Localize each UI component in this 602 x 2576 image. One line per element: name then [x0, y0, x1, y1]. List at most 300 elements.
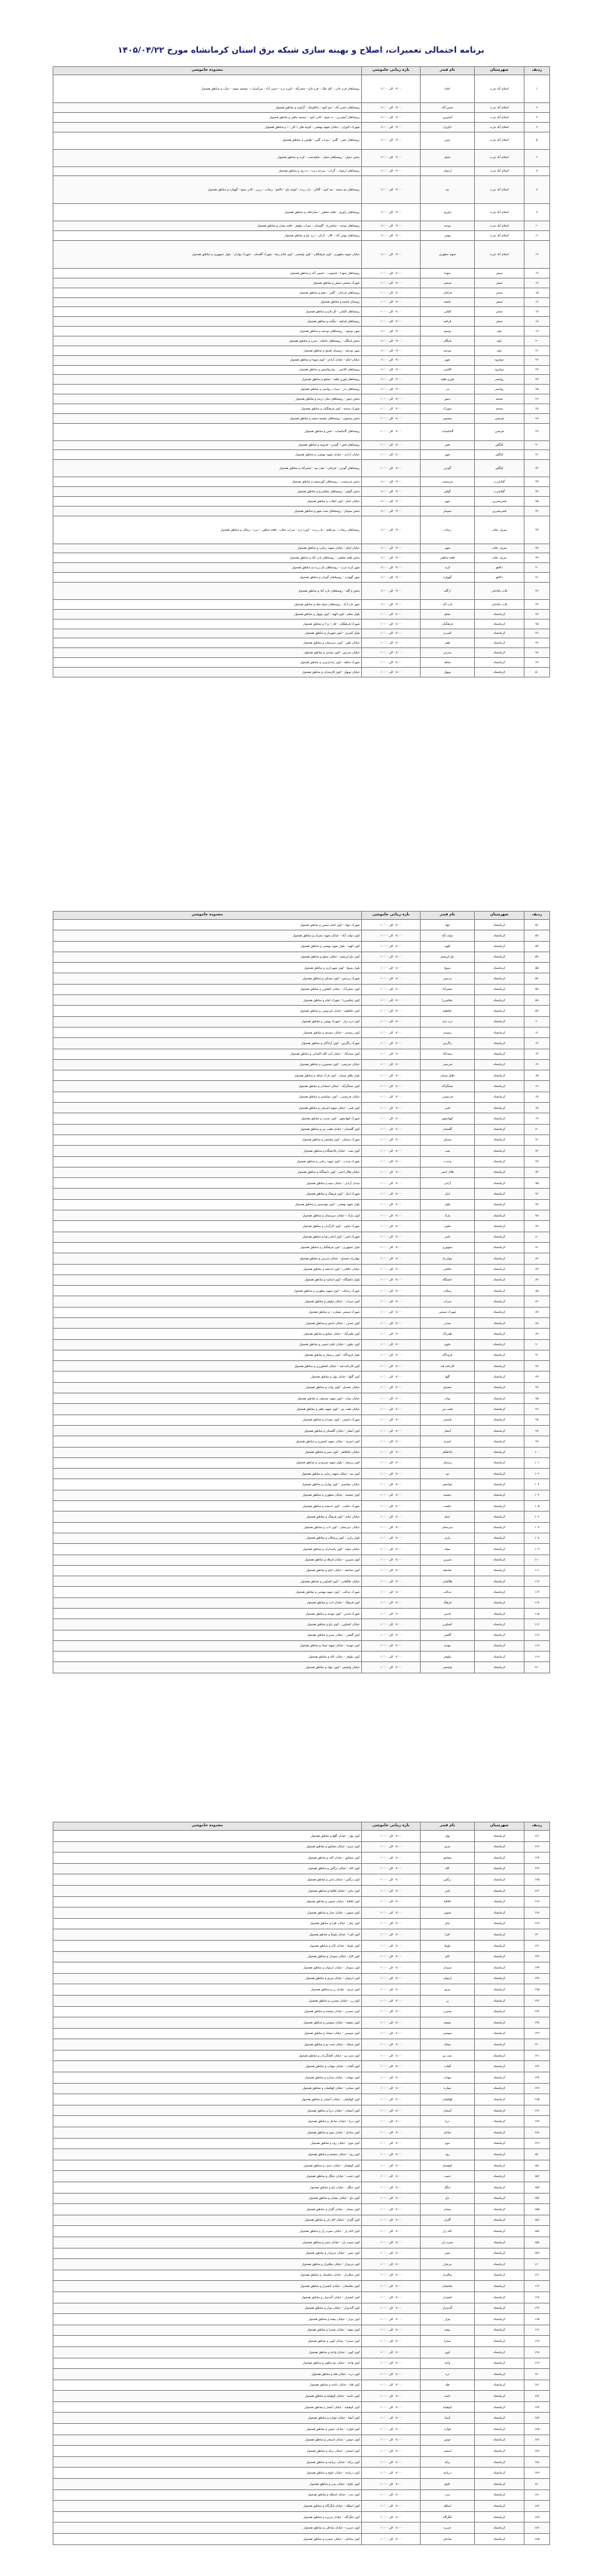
table-row [53, 2127, 550, 2139]
city-cell: کرمانشاه [475, 952, 524, 962]
time-cell: ۰۸:۰۰ الی ۱۰:۰۰ [362, 1016, 421, 1027]
feeder-cell: حمیل [421, 149, 475, 166]
time-cell: ۰۸:۰۰ الی ۱۰:۰۰ [362, 1490, 421, 1500]
area-cell: کوی اقاقیا - خیابان صنوبر و مناطق همجوار [53, 1896, 362, 1908]
time-cell: ۰۸:۰۰ الی ۱۰:۰۰ [362, 658, 421, 668]
feeder-cell: لنگرگاه [421, 2511, 475, 2523]
table-row [53, 496, 550, 506]
feeder-cell: دانشگاه [421, 1274, 475, 1285]
time-cell: ۰۸:۰۰ الی ۱۰:۰۰ [362, 1156, 421, 1167]
feeder-cell: گودین [421, 460, 475, 477]
outage-table-1 [53, 66, 550, 677]
area-cell: بخش سرمست - روستاهای گورسفید و مناطق همجوار [53, 477, 362, 487]
city-cell: کرمانشاه [475, 1490, 524, 1500]
city-cell: اسلام آباد غرب [475, 166, 524, 176]
feeder-cell: کوهسار [421, 2160, 475, 2171]
row-index: ۱۱۱ [524, 1565, 550, 1576]
page-title: برنامه احتمالی تعمیرات، اصلاح و بهینه سازی شبکه برق استان کرمانشاه مورخ ۱۴۰۵/۰۴/۲۲ [117, 45, 485, 55]
row-index: ۶ [524, 149, 550, 166]
city-cell: کرمانشاه [475, 2391, 524, 2402]
table-row [53, 1329, 550, 1339]
feeder-cell: طالقانی [421, 1576, 475, 1587]
row-index: ۱۷۷ [524, 2446, 550, 2457]
feeder-cell: تازه آباد [421, 600, 475, 610]
feeder-cell: سرمست [421, 477, 475, 487]
area-cell: خیابان مدرس - کوی سعدی و مناطق همجوار [53, 648, 362, 658]
time-cell: ۰۹:۰۰ الی ۱۱:۰۰ [362, 516, 421, 544]
table-row [53, 2105, 550, 2116]
row-index: ۷۵ [524, 1178, 550, 1189]
row-index: ۱۴۵ [524, 2094, 550, 2106]
header-index: ردیف [524, 1822, 550, 1831]
row-index: ۲ [524, 103, 550, 113]
area-cell: خیابان امام - خیابان آزادی - کوی شهدا و مناطق همجوار [53, 355, 362, 365]
area-cell: شهرک رسالت - کوی شهید مطهری و مناطق همجوار [53, 1286, 362, 1296]
city-cell: کرمانشاه [475, 1156, 524, 1167]
area-cell: شهرک صنعتی شماره ۱ و مناطق همجوار [53, 1307, 362, 1317]
table-row [53, 1146, 550, 1156]
feeder-cell: شهدا [421, 269, 475, 279]
row-index: ۹۸ [524, 1425, 550, 1436]
table-row [53, 278, 550, 288]
feeder-cell: ظفر [421, 638, 475, 648]
row-index: ۲۶ [524, 394, 550, 404]
feeder-cell: سوسن [421, 2028, 475, 2039]
city-cell: کرمانشاه [475, 2446, 524, 2457]
row-index: ۴۲ [524, 583, 550, 600]
row-index: ۹۴ [524, 1382, 550, 1393]
feeder-cell: هفت تیر [421, 1404, 475, 1414]
feeder-cell: کلیایی [421, 307, 475, 317]
table-row [53, 544, 550, 553]
time-cell: ۰۸:۰۰ الی ۱۰:۰۰ [362, 2523, 421, 2534]
feeder-cell: حسن آباد [421, 103, 475, 113]
city-cell: کرمانشاه [475, 995, 524, 1006]
time-cell: ۰۸:۰۰ الی ۱۰:۰۰ [362, 2270, 421, 2281]
table-row [53, 2072, 550, 2084]
time-cell: ۰۸:۰۰ الی ۱۰:۰۰ [362, 1469, 421, 1479]
feeder-cell: جزیره [421, 2523, 475, 2534]
city-cell: کنگاور [475, 450, 524, 460]
time-cell: ۰۹:۰۰ الی ۱۱:۰۰ [362, 166, 421, 176]
area-cell: کوی فرهنگ - خیابان ادب و مناطق همجوار [53, 1597, 362, 1608]
time-cell: ۰۸:۰۰ الی ۱۰:۰۰ [362, 1059, 421, 1070]
time-cell: ۰۸:۰۰ الی ۱۰:۰۰ [362, 1501, 421, 1512]
row-index: ۷۸ [524, 1210, 550, 1221]
feeder-cell: شیرین [421, 1554, 475, 1565]
row-index: ۵۱ [524, 920, 550, 930]
time-cell: ۰۹:۰۰ الی ۱۱:۰۰ [362, 365, 421, 375]
city-cell: کرمانشاه [475, 2401, 524, 2413]
city-cell: کرمانشاه [475, 1841, 524, 1853]
time-cell: ۰۸:۰۰ الی ۱۰:۰۰ [362, 2017, 421, 2029]
row-index: ۲۳ [524, 365, 550, 375]
table-row [53, 2083, 550, 2094]
city-cell: اسلام آباد غرب [475, 132, 524, 149]
area-cell: بخش دینور - روستاهای میان دربند و مناطق همجوار [53, 394, 362, 404]
area-cell: روستاهای تپه سفید - تپه کبود - گلالی - بان زرده - کوچه باغ - دالاهو - ریجاب - زرین - کانی شیخ - گهواره و مناطق همجوار [53, 176, 362, 204]
feeder-cell: آزادی [421, 1178, 475, 1189]
row-index: ۱۲۲ [524, 1841, 550, 1853]
time-cell: ۰۹:۰۰ الی ۱۱:۰۰ [362, 346, 421, 355]
area-cell: روستاهای فرامان - گلین - دهنو و مناطق همجوار [53, 288, 362, 297]
row-index: ۱۲۹ [524, 1918, 550, 1929]
city-cell: کرمانشاه [475, 1587, 524, 1597]
feeder-cell: کشاورز [421, 1619, 475, 1630]
row-index: ۳۹ [524, 553, 550, 563]
area-cell: کوی نسترن - خیابان بنفشه و مناطق همجوار [53, 2006, 362, 2017]
area-cell: کوی گلستان - خیابان هفت تیر و مناطق همجوار [53, 1124, 362, 1134]
area-cell: کوی افرا - خیابان بلوط و مناطق همجوار [53, 1929, 362, 1941]
city-cell: کرمانشاه [475, 1619, 524, 1630]
city-cell: کرمانشاه [475, 984, 524, 994]
table-row [53, 2424, 550, 2435]
city-cell: دالاهو [475, 573, 524, 583]
time-cell: ۰۸:۰۰ الی ۱۰:۰۰ [362, 2291, 421, 2303]
city-cell: کرمانشاه [475, 1853, 524, 1864]
city-cell: کرمانشاه [475, 1940, 524, 1951]
area-cell: بلوار جمهوری - کوی فرهنگیان و مناطق همجوار [53, 1242, 362, 1253]
row-index: ۱۷ [524, 307, 550, 317]
time-cell: ۰۸:۰۰ الی ۱۰:۰۰ [362, 1393, 421, 1404]
city-cell: کرمانشاه [475, 1973, 524, 1984]
feeder-cell: چقامیرزا [421, 995, 475, 1006]
area-cell: روستاهای قوری قلعه - شاهو و مناطق همجوار [53, 375, 362, 385]
row-index: ۶۳ [524, 1049, 550, 1059]
table-row [53, 1652, 550, 1662]
feeder-cell: ظفرآباد [421, 1329, 475, 1339]
row-index: ۱۴۸ [524, 2127, 550, 2139]
city-cell: اسلام آباد غرب [475, 231, 524, 241]
feeder-cell: اقاقیا [421, 1896, 475, 1908]
area-cell: خیابان شریعتی - کوی منصوری و مناطق همجوار [53, 1059, 362, 1070]
table-row [53, 563, 550, 573]
feeder-cell: جهاد [421, 920, 475, 930]
area-cell: کوی خلیج - خیابان بندر و مناطق همجوار [53, 2479, 362, 2490]
feeder-cell: عدالت [421, 1587, 475, 1597]
row-index: ۱۳ [524, 269, 550, 279]
time-cell: ۰۸:۰۰ الی ۱۰:۰۰ [362, 1404, 421, 1414]
feeder-cell: کارخانه قند [421, 1361, 475, 1372]
table-row [53, 1059, 550, 1070]
row-index: ۴۸ [524, 648, 550, 658]
city-cell: کرمانشاه [475, 1124, 524, 1134]
table-row [53, 288, 550, 297]
feeder-cell: شهر [421, 355, 475, 365]
city-cell: کرمانشاه [475, 930, 524, 941]
table-row [53, 317, 550, 327]
row-index: ۱۳۱ [524, 1940, 550, 1951]
table-row [53, 477, 550, 487]
row-index: ۱۳۴ [524, 1973, 550, 1984]
time-cell: ۰۸:۰۰ الی ۱۰:۰۰ [362, 2171, 421, 2182]
row-index: ۵۷ [524, 984, 550, 994]
feeder-cell: فرامان [421, 288, 475, 297]
row-index: ۶۲ [524, 1038, 550, 1049]
row-index: ۷۴ [524, 1167, 550, 1177]
city-cell: سنقر [475, 307, 524, 317]
table-header-row [53, 912, 550, 920]
time-cell: ۰۸:۰۰ الی ۱۰:۰۰ [362, 2248, 421, 2259]
city-cell: سرپل ذهاب [475, 544, 524, 553]
table-row [53, 1189, 550, 1199]
feeder-cell: قوری قلعه [421, 375, 475, 385]
city-cell: کرمانشاه [475, 2303, 524, 2314]
time-cell: ۰۸:۰۰ الی ۱۰:۰۰ [362, 1361, 421, 1372]
city-cell: کرمانشاه [475, 2116, 524, 2127]
table-row [53, 1103, 550, 1113]
city-cell: روانسر [475, 375, 524, 385]
table-row [53, 2303, 550, 2314]
time-cell: ۰۸:۰۰ الی ۱۰:۰۰ [362, 1210, 421, 1221]
table-row [53, 609, 550, 619]
city-cell: کرمانشاه [475, 1092, 524, 1102]
time-cell: ۰۸:۰۰ الی ۱۰:۰۰ [362, 2489, 421, 2501]
area-cell: کوی دریاچه - خیابان خلیج و مناطق همجوار [53, 2468, 362, 2479]
row-index: ۱۴۷ [524, 2116, 550, 2127]
city-cell: کرمانشاه [475, 1609, 524, 1619]
feeder-cell: مریم [421, 1984, 475, 1996]
feeder-cell: خاقانی [421, 1264, 475, 1274]
city-cell: کرمانشاه [475, 2489, 524, 2501]
table-row [53, 1973, 550, 1984]
row-index: ۹۲ [524, 1361, 550, 1372]
time-cell: ۰۹:۰۰ الی ۱۱:۰۰ [362, 221, 421, 231]
time-cell: ۰۹:۰۰ الی ۱۱:۰۰ [362, 231, 421, 241]
city-cell: کرمانشاه [475, 2017, 524, 2029]
area-cell: کوی اسکله - خیابان لنگرگاه و مناطق همجوار [53, 2501, 362, 2512]
city-cell: کرمانشاه [475, 2336, 524, 2347]
city-cell: کرمانشاه [475, 2149, 524, 2160]
city-cell: کرمانشاه [475, 2281, 524, 2292]
time-cell: ۰۸:۰۰ الی ۱۰:۰۰ [362, 2083, 421, 2094]
feeder-cell: ساحل [421, 2127, 475, 2139]
table-row [53, 1490, 550, 1500]
city-cell: کرمانشاه [475, 2182, 524, 2194]
city-cell: کرمانشاه [475, 2006, 524, 2017]
row-index: ۵۶ [524, 973, 550, 984]
row-index: ۱۲۶ [524, 1885, 550, 1896]
table-row [53, 1457, 550, 1468]
area-cell: کوی سعدآباد - خیابان آیت الله کاشانی و مناطق همجوار [53, 1049, 362, 1059]
time-cell: ۰۸:۰۰ الی ۱۰:۰۰ [362, 2006, 421, 2017]
table-row [53, 2215, 550, 2226]
time-cell: ۰۸:۰۰ الی ۱۰:۰۰ [362, 1533, 421, 1543]
feeder-cell: سبزه زار [421, 2236, 475, 2248]
row-index: ۹۰ [524, 1339, 550, 1350]
city-cell: کرمانشاه [475, 2501, 524, 2512]
time-cell: ۰۹:۰۰ الی ۱۱:۰۰ [362, 600, 421, 610]
area-cell: کوی لاله - خیابان نرگس و مناطق همجوار [53, 1863, 362, 1874]
city-cell: کرمانشاه [475, 658, 524, 668]
area-cell: کوی رود - خیابان چشمه و مناطق همجوار [53, 2149, 362, 2160]
table-row [53, 1853, 550, 1864]
row-index: ۸۵ [524, 1286, 550, 1296]
table-row [53, 1640, 550, 1651]
area-cell: کوی واحه - خیابان تپه ماهور و مناطق همجوار [53, 2358, 362, 2369]
row-index: ۱۱۲ [524, 1576, 550, 1587]
table-row [53, 1962, 550, 1974]
table-row [53, 221, 550, 231]
table-row [53, 2138, 550, 2149]
city-cell: کرمانشاه [475, 629, 524, 638]
row-index: ۱۰۰ [524, 1447, 550, 1457]
area-cell: کوی شیرین - خیابان فرهاد و مناطق همجوار [53, 1554, 362, 1565]
feeder-cell: دره دراز [421, 1016, 475, 1027]
feeder-cell: رازی [421, 1533, 475, 1543]
time-cell: ۰۸:۰۰ الی ۱۰:۰۰ [362, 1874, 421, 1886]
table-row [53, 963, 550, 973]
time-cell: ۰۸:۰۰ الی ۱۰:۰۰ [362, 1652, 421, 1662]
city-cell: کرمانشاه [475, 1339, 524, 1350]
city-cell: کرمانشاه [475, 941, 524, 952]
table-row [53, 2050, 550, 2061]
header-city: شهرستان [475, 67, 524, 75]
row-index: ۱۵۷ [524, 2226, 550, 2237]
table-row [53, 2039, 550, 2051]
header-time: بازه زمانی خاموشی [362, 67, 421, 75]
city-cell: کرمانشاه [475, 2039, 524, 2051]
row-index: ۱۳۶ [524, 1995, 550, 2006]
table-row [53, 231, 550, 241]
time-cell: ۰۸:۰۰ الی ۱۰:۰۰ [362, 2094, 421, 2106]
table-row [53, 1414, 550, 1425]
city-cell: سرپل ذهاب [475, 516, 524, 544]
table-row [53, 1447, 550, 1457]
city-cell: اسلام آباد غرب [475, 176, 524, 204]
time-cell: ۰۸:۰۰ الی ۱۰:۰۰ [362, 1274, 421, 1285]
table-row [53, 1274, 550, 1285]
feeder-cell: گاماسیاب [421, 423, 475, 440]
city-cell: گیلانغرب [475, 477, 524, 487]
feeder-cell: کلاشی [421, 365, 475, 375]
city-cell: کرمانشاه [475, 1027, 524, 1037]
time-cell: ۰۹:۰۰ الی ۱۱:۰۰ [362, 112, 421, 122]
feeder-cell: بیشه [421, 2325, 475, 2336]
feeder-cell: گندمزار [421, 2303, 475, 2314]
area-cell: کوی ساحلی - خیابان صخره و مناطق همجوار [53, 2534, 362, 2545]
feeder-cell: ارغوان [421, 1973, 475, 1984]
row-index: ۱ [524, 75, 550, 103]
area-cell: خیابان جوانشیر - کوی بهاران و مناطق همجوار [53, 1479, 362, 1490]
area-cell: خیابان امام - خیابان شهید رجایی و مناطق همجوار [53, 544, 362, 553]
time-cell: ۰۸:۰۰ الی ۱۰:۰۰ [362, 667, 421, 677]
feeder-cell: شهر [421, 496, 475, 506]
time-cell: ۰۸:۰۰ الی ۱۰:۰۰ [362, 1372, 421, 1382]
time-cell: ۰۸:۰۰ الی ۱۰:۰۰ [362, 2358, 421, 2369]
time-cell: ۰۸:۰۰ الی ۱۰:۰۰ [362, 460, 421, 477]
city-cell: اسلام آباد غرب [475, 112, 524, 122]
area-cell: کوی حوض - خیابان استخر و مناطق همجوار [53, 2434, 362, 2446]
city-cell: کرمانشاه [475, 2413, 524, 2424]
table-row [53, 973, 550, 984]
time-cell: ۰۸:۰۰ الی ۱۰:۰۰ [362, 2511, 421, 2523]
city-cell: کرمانشاه [475, 1307, 524, 1317]
table-row [53, 629, 550, 638]
time-cell: ۰۸:۰۰ الی ۱۰:۰۰ [362, 1995, 421, 2006]
city-cell: کرمانشاه [475, 1414, 524, 1425]
feeder-cell: خلیج [421, 2479, 475, 2490]
feeder-cell: چهارراه [421, 1253, 475, 1264]
table-row [53, 1469, 550, 1479]
area-cell: کوی دره دراز - شهرک بهمنی و مناطق همجوار [53, 1016, 362, 1027]
area-cell: خیابان کشاورز - کوی باغ و مناطق همجوار [53, 1619, 362, 1630]
feeder-cell: چنار [421, 1918, 475, 1929]
area-cell: کوی استخر - خیابان برکه و مناطق همجوار [53, 2446, 362, 2457]
area-cell: کوی گلشن - خیابان سرو و مناطق همجوار [53, 1630, 362, 1640]
time-cell: ۰۸:۰۰ الی ۱۰:۰۰ [362, 2072, 421, 2084]
time-cell: ۰۸:۰۰ الی ۱۰:۰۰ [362, 307, 421, 317]
table-row [53, 667, 550, 677]
table-row [53, 1554, 550, 1565]
row-index: ۱۲۴ [524, 1863, 550, 1874]
table-row [53, 355, 550, 365]
area-cell: کوی دامنه - خیابان کوهپایه و مناطق همجوار [53, 2391, 362, 2402]
area-cell: کوی ارغوان - خیابان مریم و مناطق همجوار [53, 1973, 362, 1984]
city-cell: کنگاور [475, 460, 524, 477]
city-cell: هرسین [475, 413, 524, 423]
feeder-cell: ستاره [421, 2083, 475, 2094]
table-row [53, 1307, 550, 1317]
feeder-cell: مهتاب [421, 2072, 475, 2084]
city-cell: کرمانشاه [475, 2236, 524, 2248]
row-index: ۵۹ [524, 1006, 550, 1016]
time-cell: ۰۹:۰۰ الی ۱۱:۰۰ [362, 149, 421, 166]
area-cell: خیابان آزادی - خیابان شهید بهشتی و مناطق همجوار [53, 450, 362, 460]
time-cell: ۰۸:۰۰ الی ۱۰:۰۰ [362, 2259, 421, 2270]
area-cell: بخش سومار - روستاهای نفت شهر و مناطق همجوار [53, 506, 362, 516]
table-row [53, 2401, 550, 2413]
time-cell: ۰۸:۰۰ الی ۱۰:۰۰ [362, 1167, 421, 1177]
table-row [53, 2193, 550, 2204]
time-cell: ۰۸:۰۰ الی ۱۰:۰۰ [362, 2413, 421, 2424]
table-row [53, 1619, 550, 1630]
city-cell: کرمانشاه [475, 2380, 524, 2391]
feeder-cell: آبشار [421, 1425, 475, 1436]
area-cell: شهرک عدالت - کوی شهید بهشتی و مناطق همجوار [53, 1587, 362, 1597]
time-cell: ۰۸:۰۰ الی ۱۰:۰۰ [362, 2446, 421, 2457]
table-row [53, 1436, 550, 1447]
table-row [53, 2534, 550, 2545]
table-row [53, 2259, 550, 2270]
feeder-cell: بنفشه [421, 2017, 475, 2029]
row-index: ۱۲۵ [524, 1874, 550, 1886]
row-index: ۶۷ [524, 1092, 550, 1102]
city-cell: کرمانشاه [475, 1479, 524, 1490]
row-index: ۱۶۷ [524, 2336, 550, 2347]
area-cell: خیابان فردوسی - کوی جوانشیر و مناطق همجوار [53, 1092, 362, 1102]
time-cell: ۰۸:۰۰ الی ۱۰:۰۰ [362, 1831, 421, 1842]
area-cell: کوی کوهسار - خیابان دشت و مناطق همجوار [53, 2160, 362, 2171]
area-cell: خیابان مصدق - کوی نواب و مناطق همجوار [53, 1382, 362, 1393]
table-row [53, 583, 550, 600]
table-row [53, 1984, 550, 1996]
row-index: ۲۷ [524, 403, 550, 413]
time-cell: ۰۸:۰۰ الی ۱۰:۰۰ [362, 2061, 421, 2072]
feeder-cell: دبیرستان [421, 1522, 475, 1533]
row-index: ۷۱ [524, 1134, 550, 1145]
row-index: ۱۶۸ [524, 2346, 550, 2358]
time-cell: ۰۹:۰۰ الی ۱۱:۰۰ [362, 553, 421, 563]
time-cell: ۰۸:۰۰ الی ۱۰:۰۰ [362, 2039, 421, 2051]
table-row [53, 638, 550, 648]
area-cell: خیابان هفت تیر - کوی شهید باهنر و مناطق همجوار [53, 1404, 362, 1414]
feeder-cell: واحه [421, 2358, 475, 2369]
time-cell: ۰۸:۰۰ الی ۱۰:۰۰ [362, 1522, 421, 1533]
time-cell: ۰۸:۰۰ الی ۱۰:۰۰ [362, 1038, 421, 1049]
row-index: ۱۷۵ [524, 2424, 550, 2435]
table-row [53, 2468, 550, 2479]
